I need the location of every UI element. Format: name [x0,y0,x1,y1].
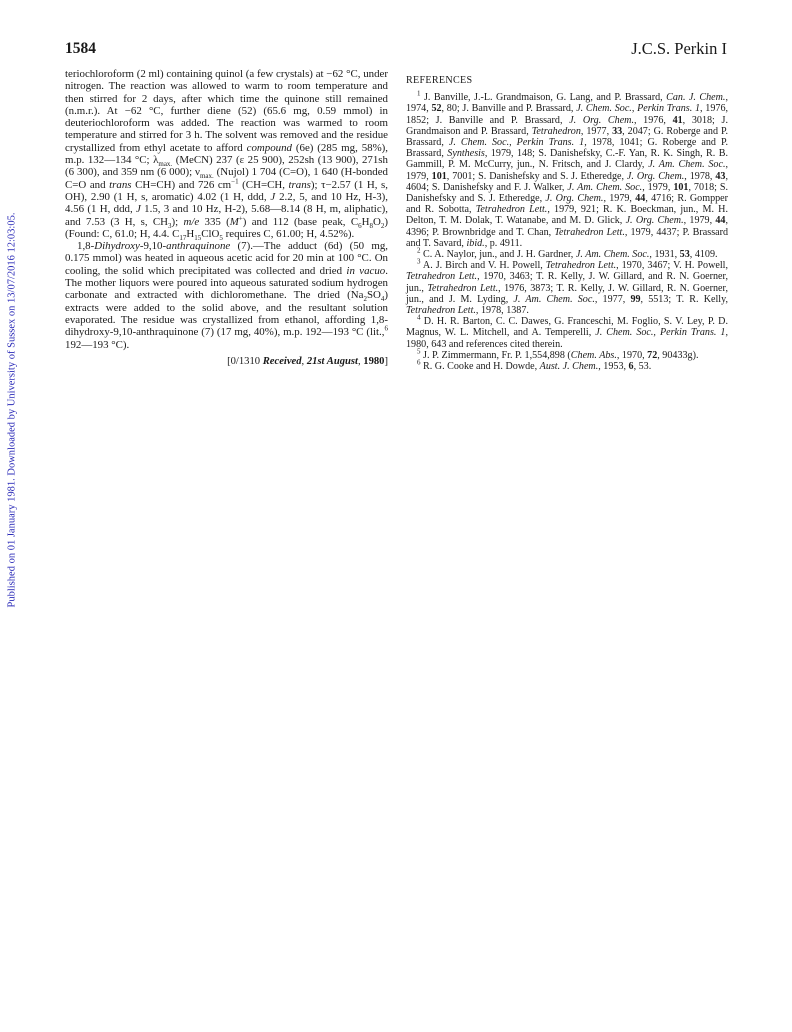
reference-2: $^2$ C. A. Naylor, jun., and J. H. Gardner, J. Am. Chem. Soc., 1931, 53, 4109. [417,246,718,261]
references-column [406,75,728,372]
experimental-paragraph-anthraquinone-7: 1,8-Dihydroxy-9,10-anthraquinone (7).—The adduct (6d) (50 mg, 0.175 mmol) was heated in aqueous acetic acid for 20 min at 100 °C. On cooling, the solid which precipitated was collected and dried in vacuo. The mother liquors were poured into aqueous saturated sodium hydrogen carbonate and extracted with dichloromethane. The dried $(Na_2SO_4)$ extracts were added to the solid above, and the resultant solution evaporated. The residue was crystallized from ethanol, affording 1,8-dihydroxy-9,10-anthraquinone (7) (17 mg, 40%), m.p. 192—193 °C (lit.,$^6$ 192—193 °C). [65,240,388,351]
reference-1: $^1$ J. Banville, J.-L. Grandmaison, G. Lang, and P. Brassard, Can. J. Chem., 1974, 52, 80; J. Banville and P. Brassard, J. Chem. Soc., Perkin Trans. 1, 1976, 1852; J. Banville and P. Brassard, J. Org. Chem., 1976, 41, 3018; J. Grandmaison and P. Brassard, Tetrahedron, 1977, 33, 2047; G. Roberge and P. Brassard, J. Chem. Soc., Perkin Trans. 1, 1978, 1041; G. Roberge and P. Brassard, Synthesis, 1979, 148; S. Danishefsky, C.-F. Yan, R. K. Singh, R. B. Gammill, P. M. McCurry, jun., N. Fritsch, and J. Clardy, J. Am. Chem. Soc., 1979, 101, 7001; S. Danishefsky and S. J. Etheredge, J. Org. Chem., 1978, 43, 4604; S. Danishefsky and F. J. Walker, J. Am. Chem. Soc., 1979, 101, 7018; S. Danishefsky and S. J. Etheredge, J. Org. Chem., 1979, 44, 4716; R. Gompper and R. Sobotta, Tetrahedron Lett., 1979, 921; R. K. Boeckman, jun., M. H. Delton, T. M. Dolak, T. Watanabe, and M. D. Glick, J. Org. Chem., 1979, 44, 4396; P. Brownbridge and T. Chan, Tetrahedron Lett., 1979, 4437; P. Brassard and T. Savard, ibid., p. 4911. [406,89,729,249]
reference-6: $^6$ R. G. Cooke and H. Dowde, Aust. J. Chem., 1953, 6, 53. [417,358,652,373]
reference-3: $^3$ A. J. Birch and V. H. Powell, Tetrahedron Lett., 1970, 3467; V. H. Powell, Tetrahedron Lett., 1970, 3463; T. R. Kelly, J. W. Gillard, and R. N. Goerner, jun., Tetrahedron Lett., 1976, 3873; T. R. Kelly, J. W. Gillard, R. N. Goerner, jun., and J. M. Lyding, J. Am. Chem. Soc., 1977, 99, 5513; T. R. Kelly, Tetrahedron Lett., 1978, 1387. [406,257,728,317]
journal-name: J.C.S. Perkin I [631,39,727,58]
reference-5: $^5$ J. P. Zimmermann, Fr. P. 1,554,898 (Chem. Abs., 1970, 72, 90433g). [417,347,699,361]
download-watermark-text: Published on 01 January 1981. Downloaded by University of Sussex on 13/07/2016 12:03:05. [6,212,18,608]
experimental-paragraph-compound-6e: teriochloroform (2 ml) containing quinol (a few crystals) at −62 °C, under nitrogen. The reaction was allowed to warm to room temperature and then stirred for 2 days, after which time the quinone still remained (n.m.r.). At −62 °C, further diene (52) (65.6 mg, 0.59 mmol) in deuteriochloroform was added. The reaction was warmed to room temperature and stirred for 3 h. The solvent was removed and the residue crystallized from ethyl acetate to afford compound (6e) (285 mg, 58%), m.p. 132—134 °C; $\lambda_{max.}$ (MeCN) 237 (ε 25 900), 252sh (13 900), 271sh (6 300), and 359 nm (6 000); $\nu_{max.}$ (Nujol) 1 704 (C=O), 1 640 (H-bonded C=O and trans CH=CH) and 726 $cm^{-1}$ (CH=CH, trans); τ−2.57 (1 H, s, OH), 2.90 (1 H, s, aromatic) 4.02 (1 H, ddd, J 2.2, 5, and 10 Hz, H-3), 4.56 (1 H, ddd, J 1.5, 3 and 10 Hz, H-2), 5.68—8.14 (8 H, m, aliphatic), and 7.53 (3 H, s, $CH_3$); m/e 335 (M+) and 112 (base peak, $C_6H_8O_2$) (Found: C, 61.0; H, 4.4. $C_{17}H_{15}ClO_5$ requires C, 61.00; H, 4.52%). [65,68,389,243]
reference-4: $^4$ D. H. R. Barton, C. C. Dawes, G. Franceschi, M. Foglio, S. V. Ley, P. D. Magnus, W. L. Mitchell, and A. Temperelli, J. Chem. Soc., Perkin Trans. 1, 1980, 643 and references cited therein. [406,313,729,350]
download-watermark [6,195,18,625]
received-date: [0/1310 Received, 21st August, 1980] [227,355,388,367]
page-number: 1584 [65,40,96,57]
references-heading: REFERENCES [406,75,473,86]
left-column [65,68,388,368]
